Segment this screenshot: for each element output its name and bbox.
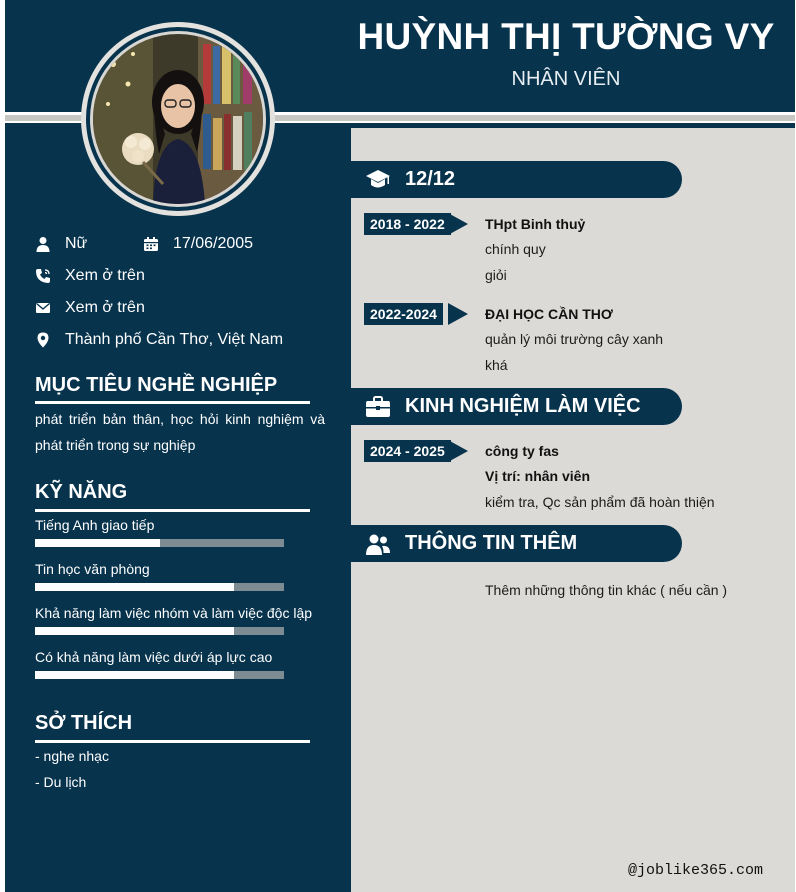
skill-label: Tin học văn phòng [35, 561, 150, 577]
skill-label: Khả năng làm việc nhóm và làm việc độc lập [35, 605, 313, 621]
address-row [35, 328, 283, 352]
hobby-item: - nghe nhạc [35, 748, 109, 764]
skill-bar-fill [35, 583, 234, 591]
job-description: kiểm tra, Qc sản phẩm đã hoàn thiện [485, 494, 715, 510]
cv-page [5, 0, 795, 892]
extra-text: Thêm những thông tin khác ( nếu cần ) [485, 582, 728, 598]
location-icon [35, 332, 51, 348]
email-icon [35, 300, 51, 316]
email-value: Xem ở trên [65, 299, 145, 316]
candidate-role: NHÂN VIÊN [511, 68, 621, 90]
phone-value: Xem ở trên [65, 267, 145, 284]
watermark: @joblike365.com [628, 862, 764, 879]
address-value: Thành phố Cần Thơ, Việt Nam [65, 331, 284, 348]
skill-bar-fill [35, 627, 234, 635]
email-row [35, 296, 145, 320]
company-name: công ty fas [485, 443, 559, 459]
education-detail: giỏi [485, 267, 507, 283]
phone-row [35, 264, 145, 288]
education-detail: chính quy [485, 241, 546, 257]
extra-section-header [351, 525, 682, 562]
education-period: 2022-2024 [364, 303, 443, 325]
objective-underline [35, 401, 310, 404]
objective-text: phát triển bản thân, học hỏi kinh nghiệm và phát triển trong sự nghiệp [35, 411, 325, 453]
school-name: ĐẠI HỌC CẦN THƠ [485, 306, 613, 322]
education-detail: quản lý môi trường cây xanh [485, 331, 664, 347]
skill-label: Tiếng Anh giao tiếp [35, 517, 155, 533]
skill-bar [35, 627, 284, 635]
skill-bar-fill [35, 671, 234, 679]
experience-section-header [351, 388, 682, 425]
birthday-value: 17/06/2005 [173, 235, 254, 252]
skill-bar [35, 671, 284, 679]
birthday-row [143, 232, 253, 256]
users-icon [365, 531, 391, 557]
skill-bar [35, 583, 284, 591]
school-name: THpt Binh thuỷ [485, 216, 586, 232]
objective-title: MỤC TIÊU NGHỀ NGHIỆP [35, 374, 278, 396]
briefcase-icon [365, 394, 391, 420]
skill-label: Có khả năng làm việc dưới áp lực cao [35, 649, 273, 665]
skills-title: KỸ NĂNG [35, 481, 128, 503]
phone-icon [35, 268, 51, 284]
hobbies-underline [35, 740, 310, 743]
education-detail: khá [485, 357, 508, 373]
skill-bar-fill [35, 539, 160, 547]
education-title: 12/12 [405, 168, 456, 190]
education-section-header [351, 161, 682, 198]
calendar-icon [143, 236, 159, 252]
education-period: 2018 - 2022 [364, 213, 451, 235]
extra-title: THÔNG TIN THÊM [405, 532, 578, 554]
hobby-item: - Du lịch [35, 774, 87, 790]
experience-period: 2024 - 2025 [364, 440, 451, 462]
experience-title: KINH NGHIỆM LÀM VIỆC [405, 395, 641, 417]
profile-photo [93, 34, 263, 204]
skill-bar [35, 539, 284, 547]
hobbies-title: SỞ THÍCH [35, 712, 133, 734]
gender-value: Nữ [65, 235, 88, 252]
graduation-cap-icon [365, 167, 391, 193]
avatar [81, 22, 275, 216]
gender-row [35, 232, 87, 256]
skills-underline [35, 509, 310, 512]
user-icon [35, 236, 51, 252]
candidate-name: HUỲNH THỊ TƯỜNG VY [357, 16, 775, 57]
job-position: Vị trí: nhân viên [485, 468, 591, 484]
